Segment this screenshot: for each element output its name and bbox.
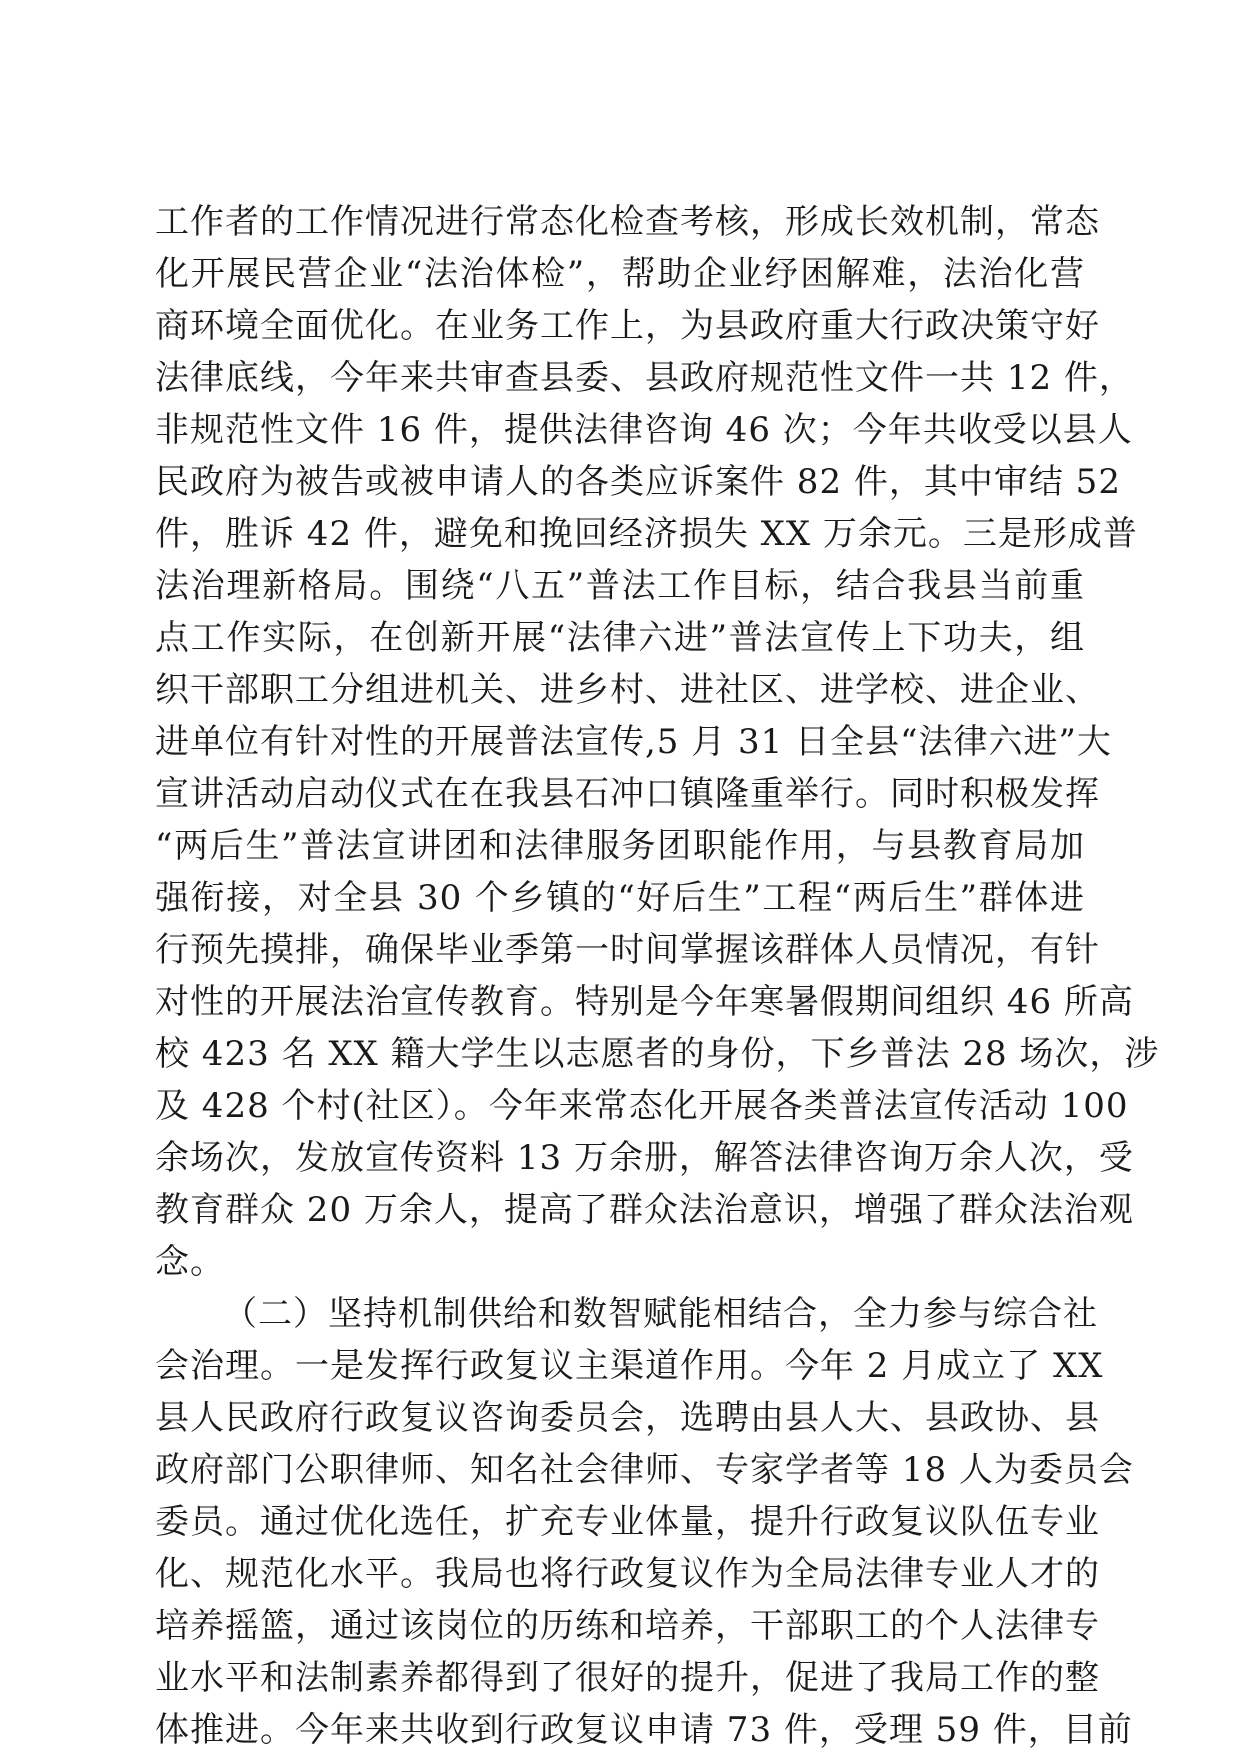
- text-line: 业水平和法制素养都得到了很好的提升，促进了我局工作的整: [155, 1658, 1100, 1698]
- text-line: 宣讲活动启动仪式在在我县石冲口镇隆重举行。同时积极发挥: [155, 774, 1100, 814]
- text-line: 工作者的工作情况进行常态化检查考核，形成长效机制，常态: [155, 202, 1100, 242]
- text-line: 念。: [155, 1242, 225, 1282]
- paragraph-1: [155, 196, 1160, 1288]
- text-line: 教育群众 20 万余人，提高了群众法治意识，增强了群众法治观: [155, 1190, 1134, 1230]
- text-line: 体推进。今年来共收到行政复议申请 73 件，受理 59 件，目前: [155, 1710, 1133, 1750]
- section-heading-line: （二）坚持机制供给和数智赋能相结合，全力参与综合社: [223, 1294, 1098, 1334]
- text-line: 委员。通过优化选任，扩充专业体量，提升行政复议队伍专业: [155, 1502, 1100, 1542]
- text-line: 化开展民营企业“法治体检”，帮助企业纾困解难，法治化营: [155, 254, 1085, 294]
- text-line: 县人民政府行政复议咨询委员会，选聘由县人大、县政协、县: [155, 1398, 1100, 1438]
- paragraph-2: [155, 1288, 1134, 1756]
- text-line: 件，胜诉 42 件，避免和挽回经济损失 XX 万余元。三是形成普: [155, 514, 1138, 554]
- text-line: 行预先摸排，确保毕业季第一时间掌握该群体人员情况，有针: [155, 930, 1100, 970]
- text-line: 政府部门公职律师、知名社会律师、专家学者等 18 人为委员会: [155, 1450, 1134, 1490]
- text-line: 余场次，发放宣传资料 13 万余册，解答法律咨询万余人次，受: [155, 1138, 1134, 1178]
- body-text: [155, 196, 1160, 1756]
- text-line: 织干部职工分组进机关、进乡村、进社区、进学校、进企业、: [155, 670, 1100, 710]
- text-line: 培养摇篮，通过该岗位的历练和培养，干部职工的个人法律专: [155, 1606, 1100, 1646]
- text-line: 法律底线，今年来共审查县委、县政府规范性文件一共 12 件，: [155, 358, 1134, 398]
- text-line: 对性的开展法治宣传教育。特别是今年寒暑假期间组织 46 所高: [155, 982, 1134, 1022]
- text-line: “两后生”普法宣讲团和法律服务团职能作用，与县教育局加: [155, 826, 1085, 866]
- text-line: 点工作实际，在创新开展“法律六进”普法宣传上下功夫，组: [155, 618, 1085, 658]
- text-line: 进单位有针对性的开展普法宣传,5 月 31 日全县“法律六进”大: [155, 722, 1112, 762]
- text-line: 及 428 个村(社区）。今年来常态化开展各类普法宣传活动 100: [155, 1086, 1129, 1126]
- text-line: 商环境全面优化。在业务工作上，为县政府重大行政决策守好: [155, 306, 1100, 346]
- text-line: 法治理新格局。围绕“八五”普法工作目标，结合我县当前重: [155, 566, 1085, 606]
- text-line: 会治理。一是发挥行政复议主渠道作用。今年 2 月成立了 XX: [155, 1346, 1104, 1386]
- text-line: 民政府为被告或被申请人的各类应诉案件 82 件，其中审结 52: [155, 462, 1121, 502]
- text-line: 强衔接，对全县 30 个乡镇的“好后生”工程“两后生”群体进: [155, 878, 1085, 918]
- text-line: 非规范性文件 16 件，提供法律咨询 46 次；今年共收受以县人: [155, 410, 1133, 450]
- text-line: 化、规范化水平。我局也将行政复议作为全局法律专业人才的: [155, 1554, 1100, 1594]
- text-line: 校 423 名 XX 籍大学生以志愿者的身份，下乡普法 28 场次，涉: [155, 1034, 1160, 1074]
